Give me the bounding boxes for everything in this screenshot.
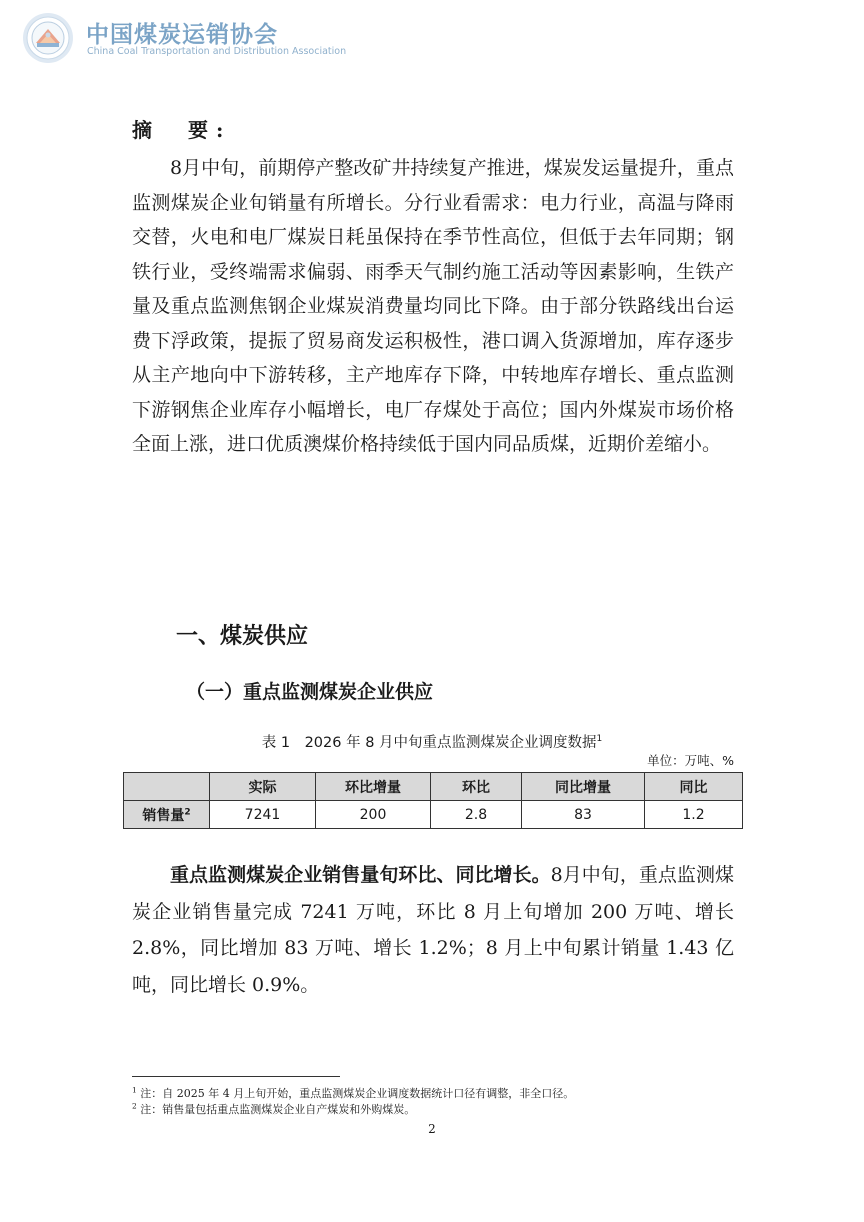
footnote-mark: 1	[596, 734, 603, 745]
row-header-label: 销售量	[142, 807, 185, 824]
data-table	[123, 772, 743, 829]
subsection-heading: （一）重点监测煤炭企业供应	[186, 681, 434, 703]
table-cell: 1.2	[645, 801, 743, 829]
table-cell: 83	[522, 801, 645, 829]
column-header: 同比	[645, 773, 743, 801]
table-caption-text: 表 1 2026 年 8 月中旬重点监测煤炭企业调度数据	[261, 735, 597, 751]
association-emblem-icon	[22, 12, 74, 64]
page-number: 2	[428, 1122, 436, 1136]
footnote-text: 注：销售量包括重点监测煤炭企业自产煤炭和外购煤炭。	[136, 1103, 416, 1116]
table-cell: 2.8	[431, 801, 522, 829]
table-unit: 单位：万吨、%	[647, 753, 734, 768]
column-header: 环比	[431, 773, 522, 801]
column-header: 实际	[210, 773, 316, 801]
table-header-row	[124, 773, 743, 801]
body-paragraph	[132, 857, 734, 1003]
footnote-mark: 1	[132, 1085, 137, 1095]
table-caption	[122, 731, 742, 752]
table-cell: 7241	[210, 801, 316, 829]
footnote	[132, 1085, 574, 1101]
section-heading: 一、煤炭供应	[176, 624, 309, 649]
column-header: 同比增量	[522, 773, 645, 801]
footnote-text: 注：自 2025 年 4 月上旬开始，重点监测煤炭企业调度数据统计口径有调整，非全口径。	[136, 1087, 575, 1100]
org-name-en: China Coal Transportation and Distribution Association	[87, 46, 347, 57]
abstract-paragraph: 8月中旬，前期停产整改矿井持续复产推进，煤炭发运量提升，重点监测煤炭企业旬销量有所增长。分行业看需求：电力行业，高温与降雨交替，火电和电厂煤炭日耗虽保持在季节性高位，但低于去年同期；钢铁行业，受终端需求偏弱、雨季天气制约施工活动等因素影响，生铁产量及重点监测焦钢企业煤炭消费量均同比下降。由于部分铁路线出台运费下浮政策，提振了贸易商发运积极性，港口调入货源增加，库存逐步从主产地向中下游转移，主产地库存下降，中转地库存增长、重点监测下游钢焦企业库存小幅增长，电厂存煤处于高位；国内外煤炭市场价格全面上涨，进口优质澳煤价格持续低于国内同品质煤，近期价差缩小。	[132, 157, 734, 455]
footnote	[132, 1101, 415, 1117]
abstract-heading: 摘 要:	[132, 118, 232, 142]
row-header	[124, 801, 210, 829]
paragraph-body: 8月中旬，重点监测煤炭企业销售量完成 7241 万吨，环比 8 月上旬增加 200 万吨、增长 2.8%，同比增加 83 万吨、增长 1.2%；8 月上中旬累计销量 1.43 亿吨，同比增长 0.9%。	[132, 864, 734, 996]
footnote-divider	[132, 1076, 340, 1077]
footnote-mark: 2	[184, 806, 191, 817]
paragraph-lead: 重点监测煤炭企业销售量旬环比、同比增长。	[170, 864, 551, 886]
footnote-mark: 2	[132, 1101, 137, 1111]
org-name-cn: 中国煤炭运销协会	[86, 22, 278, 48]
table-cell: 200	[316, 801, 431, 829]
table-row	[124, 801, 743, 829]
table-corner-cell	[124, 773, 210, 801]
column-header: 环比增量	[316, 773, 431, 801]
